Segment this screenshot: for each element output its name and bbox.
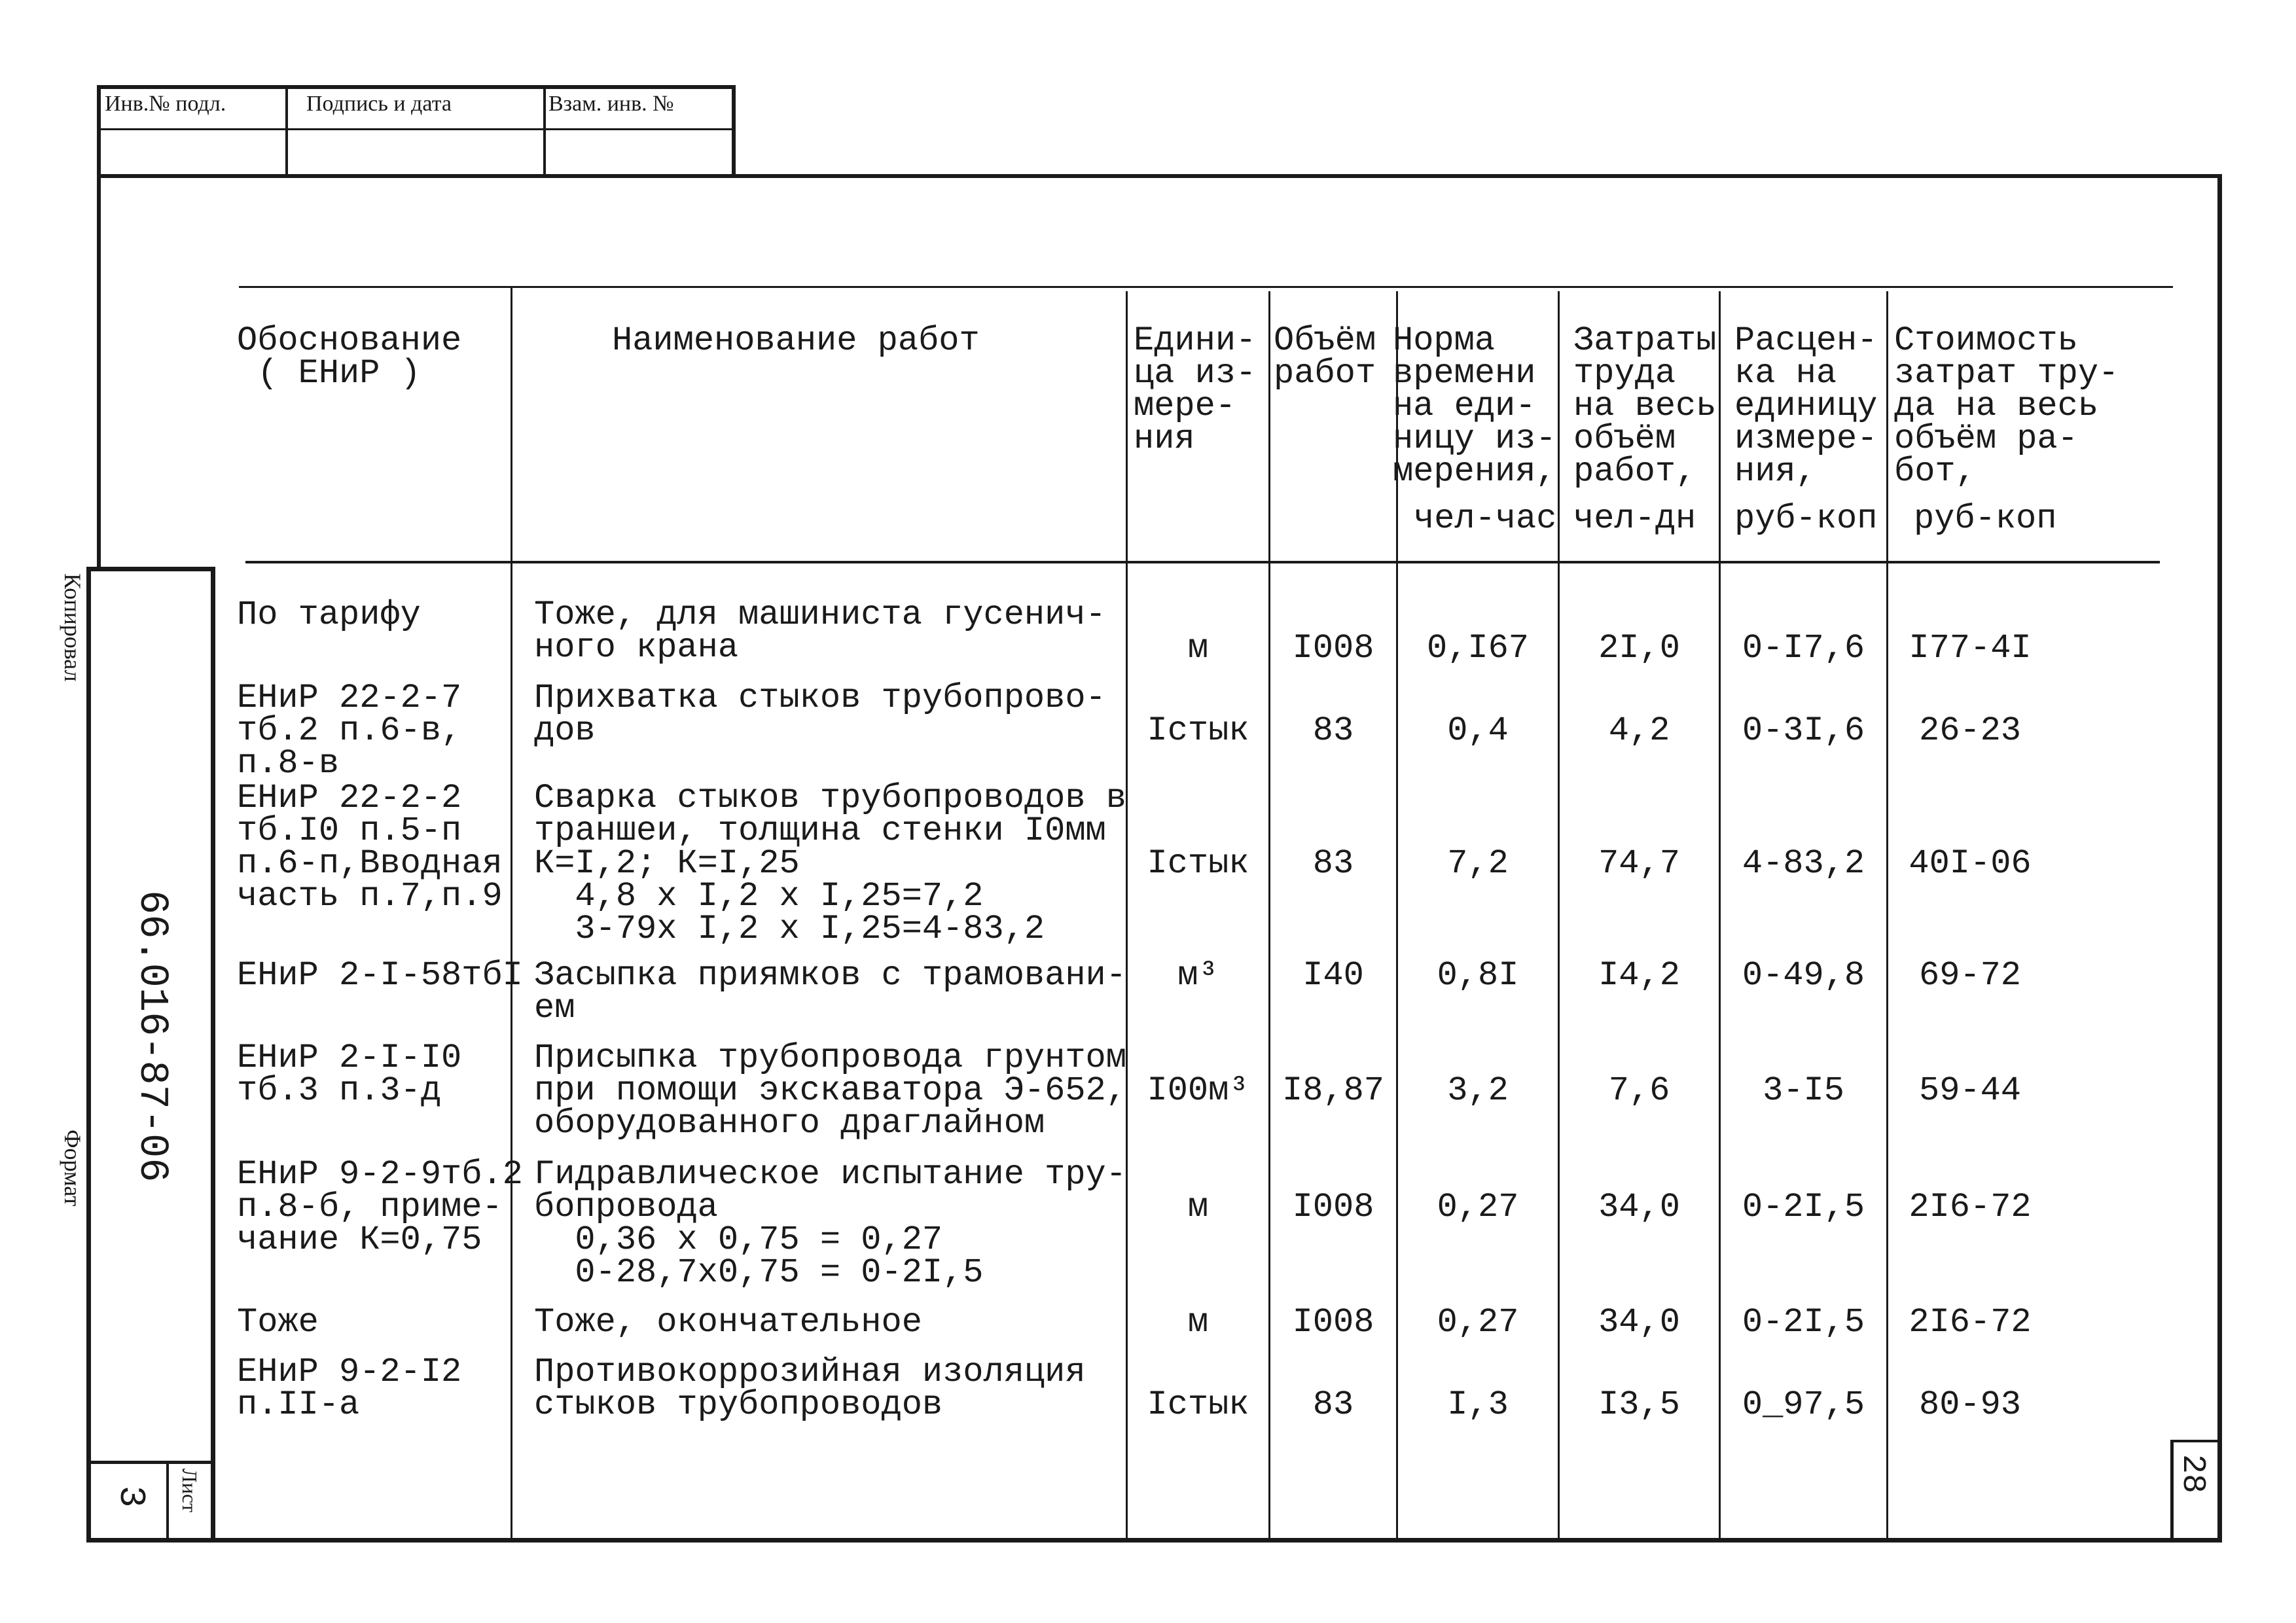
row-3-labor: 74,7 <box>1598 844 1680 883</box>
header-basis: Обоснование ( ЕНиР ) <box>237 321 462 393</box>
row-3-volume: 83 <box>1312 844 1354 883</box>
header-labor: Затраты труда на весь объём работ, <box>1573 321 1717 491</box>
side-label-format: Формат <box>60 1130 86 1207</box>
row-1-cost: I77-4I <box>1909 629 2032 668</box>
row-6-labor: 34,0 <box>1598 1188 1680 1226</box>
row-8-labor: I3,5 <box>1598 1385 1680 1424</box>
row-2-cost: 26-23 <box>1918 711 2022 750</box>
row-6-basis: ЕНиР 9-2-9тб.2 п.8-б, приме- чание К=0,75 <box>237 1155 523 1259</box>
row-2-norm: 0,4 <box>1447 711 1509 750</box>
row-8-rate: 0_97,5 <box>1742 1385 1865 1424</box>
row-1-name: Тоже, для машиниста гусенич- ного крана <box>534 596 1106 667</box>
row-3-unit: Iстык <box>1147 844 1249 883</box>
row-5-volume: I8,87 <box>1282 1071 1385 1110</box>
row-3-rate: 4-83,2 <box>1742 844 1865 883</box>
row-2-volume: 83 <box>1312 711 1354 750</box>
row-2-labor: 4,2 <box>1608 711 1670 750</box>
row-5-rate: 3-I5 <box>1763 1071 1844 1110</box>
row-4-unit: м³ <box>1177 956 1219 995</box>
row-2-name: Прихватка стыков трубопрово- дов <box>534 679 1106 750</box>
row-7-cost: 2I6-72 <box>1909 1303 2032 1342</box>
row-6-cost: 2I6-72 <box>1909 1188 2032 1226</box>
row-3-cost: 40I-06 <box>1909 844 2032 883</box>
row-8-norm: I,3 <box>1447 1385 1509 1424</box>
header-cost-unit: руб-коп <box>1914 499 2057 538</box>
row-7-unit: м <box>1187 1303 1209 1342</box>
row-6-unit: м <box>1187 1188 1209 1226</box>
row-6-volume: I008 <box>1292 1188 1374 1226</box>
stamp-inv-podl-label: Инв.№ подл. <box>105 92 226 116</box>
row-5-labor: 7,6 <box>1608 1071 1670 1110</box>
row-5-unit: I00м³ <box>1147 1071 1249 1110</box>
row-4-rate: 0-49,8 <box>1742 956 1865 995</box>
row-4-cost: 69-72 <box>1918 956 2022 995</box>
row-5-norm: 3,2 <box>1447 1071 1509 1110</box>
header-volume: Объём работ <box>1274 321 1376 393</box>
row-5-basis: ЕНиР 2-I-I0 тб.3 п.3-д <box>237 1039 462 1110</box>
page-number: 28 <box>2174 1454 2211 1494</box>
row-2-unit: Iстык <box>1147 711 1249 750</box>
row-5-name: Присыпка трубопровода грунтом при помощи экскаватора Э-652, оборудованного драглайном <box>534 1039 1126 1143</box>
row-7-volume: I008 <box>1292 1303 1374 1342</box>
header-labor-unit: чел-дн <box>1573 499 1696 538</box>
row-7-basis: Тоже <box>237 1303 319 1342</box>
row-4-norm: 0,8I <box>1437 956 1519 995</box>
row-8-volume: 83 <box>1312 1385 1354 1424</box>
row-6-norm: 0,27 <box>1437 1188 1519 1226</box>
header-rate-unit: руб-коп <box>1734 499 1878 538</box>
row-8-cost: 80-93 <box>1918 1385 2022 1424</box>
row-8-basis: ЕНиР 9-2-I2 п.II-а <box>237 1353 462 1424</box>
row-6-name: Гидравлическое испытание тру- бопровода 0,36 х 0,75 = 0,27 0-28,7х0,75 = 0-2I,5 <box>534 1155 1126 1292</box>
row-7-norm: 0,27 <box>1437 1303 1519 1342</box>
header-norm-unit: чел-час <box>1414 499 1557 538</box>
row-3-name: Сварка стыков трубопроводов в траншеи, толщина стенки I0мм К=I,2; К=I,25 4,8 х I,2 х I,25=7,2 3-79х I,2 х I,25=4-83,2 <box>534 779 1126 948</box>
header-cost: Стоимость затрат тру- да на весь объём ра- бот, <box>1894 321 2119 491</box>
row-7-rate: 0-2I,5 <box>1742 1303 1865 1342</box>
row-4-name: Засыпка приямков с трамовани- ем <box>534 956 1126 1027</box>
row-1-norm: 0,I67 <box>1426 629 1530 668</box>
row-4-basis: ЕНиР 2-I-58тбI <box>237 956 523 995</box>
row-7-labor: 34,0 <box>1598 1303 1680 1342</box>
row-1-unit: м <box>1187 629 1209 668</box>
list-label: Лист <box>178 1469 202 1513</box>
side-label-kopiroval: Копировал <box>60 573 86 682</box>
row-8-name: Противокоррозийная изоляция стыков трубопроводов <box>534 1353 1086 1424</box>
stamp-podpis-data-label: Подпись и дата <box>306 92 452 116</box>
row-6-rate: 0-2I,5 <box>1742 1188 1865 1226</box>
document-code: 66.016-87-06 <box>129 890 175 1183</box>
row-4-labor: I4,2 <box>1598 956 1680 995</box>
header-unit: Едини- ца из- мере- ния <box>1134 321 1257 458</box>
stamp-vzam-inv-label: Взам. инв. № <box>548 92 674 116</box>
row-7-name: Тоже, окончательное <box>534 1303 922 1342</box>
row-8-unit: Iстык <box>1147 1385 1249 1424</box>
row-1-basis: По тарифу <box>237 596 421 634</box>
row-3-norm: 7,2 <box>1447 844 1509 883</box>
list-number: 3 <box>110 1486 152 1508</box>
row-2-rate: 0-3I,6 <box>1742 711 1865 750</box>
row-1-labor: 2I,0 <box>1598 629 1680 668</box>
row-3-basis: ЕНиР 22-2-2 тб.I0 п.5-п п.6-п,Вводная часть п.7,п.9 <box>237 779 503 916</box>
row-4-volume: I40 <box>1302 956 1364 995</box>
header-name: Наименование работ <box>612 321 980 360</box>
row-5-cost: 59-44 <box>1918 1071 2022 1110</box>
header-rate: Расцен- ка на единицу измере- ния, <box>1734 321 1878 491</box>
row-2-basis: ЕНиР 22-2-7 тб.2 п.6-в, п.8-в <box>237 679 462 783</box>
row-1-rate: 0-I7,6 <box>1742 629 1865 668</box>
header-norm: Норма времени на еди- ницу из- мерения, <box>1393 321 1556 491</box>
row-1-volume: I008 <box>1292 629 1374 668</box>
